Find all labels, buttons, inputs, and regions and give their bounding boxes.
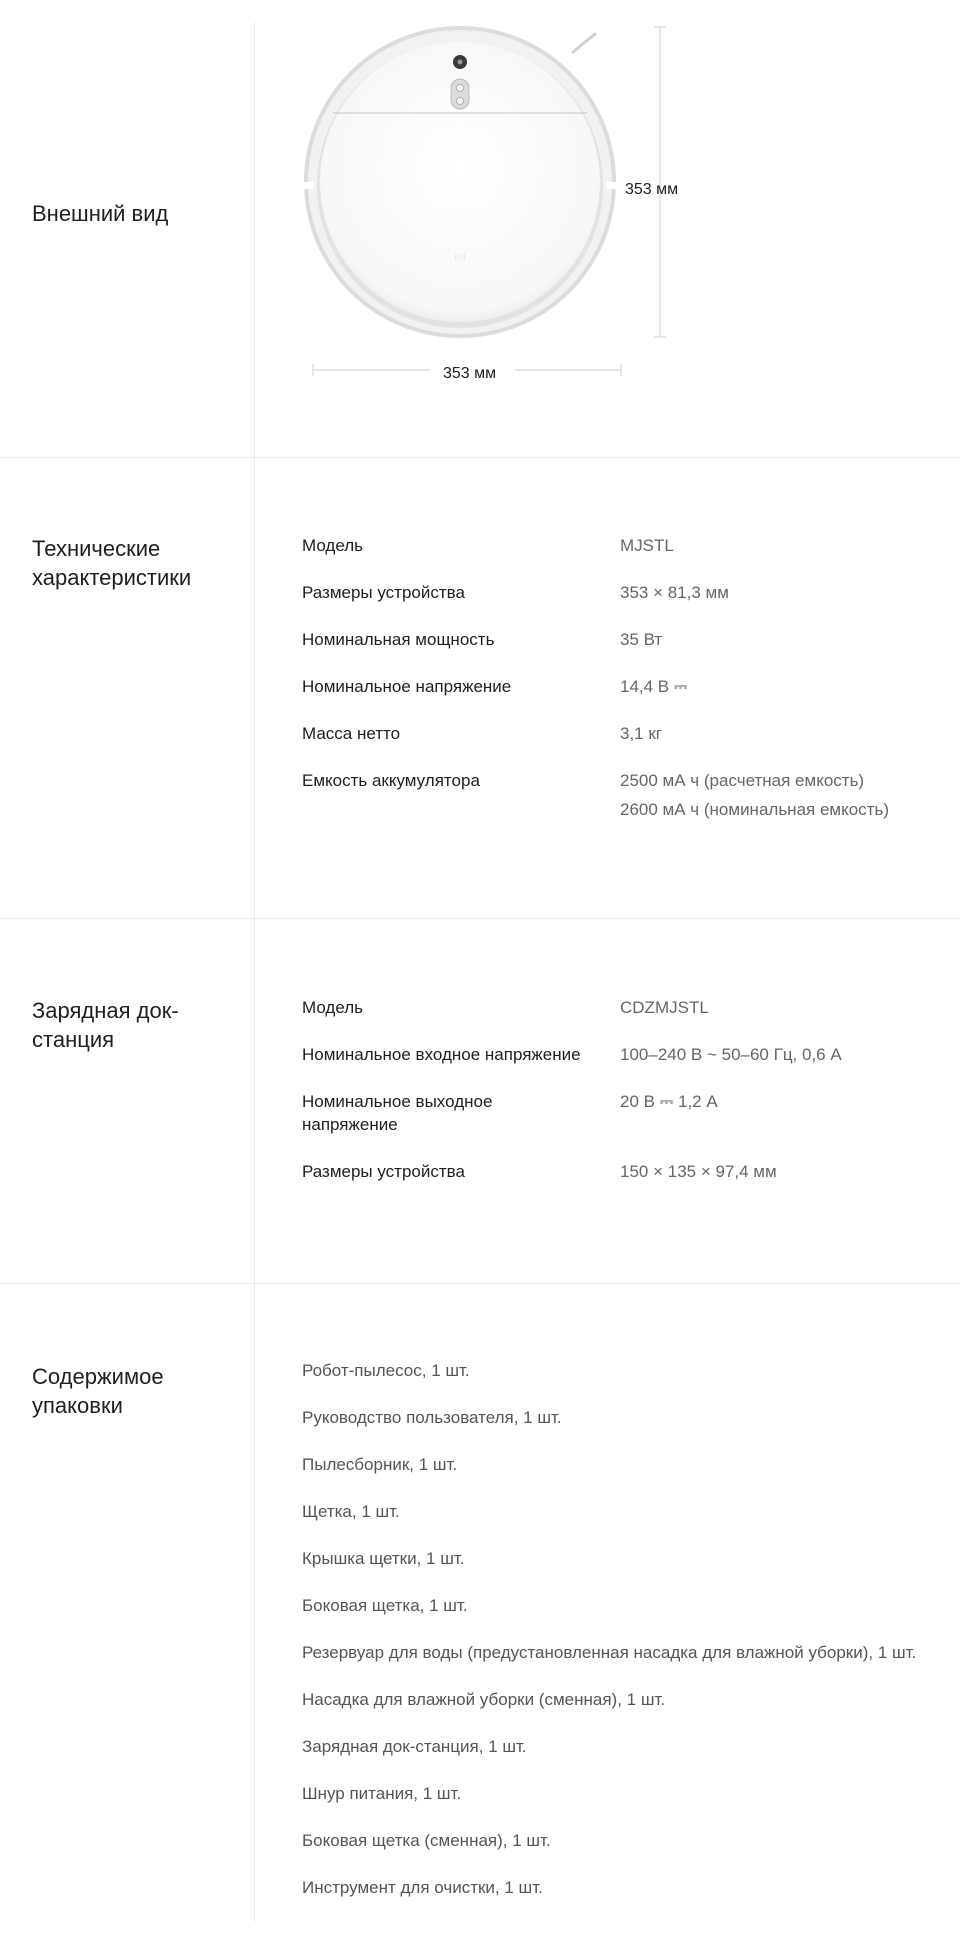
dimension-height: 353 мм — [625, 181, 679, 198]
section-title-line: Зарядная док- — [32, 998, 179, 1023]
list-item: Шнур питания, 1 шт. — [302, 1784, 462, 1803]
spec-label: Модель — [302, 998, 364, 1017]
section-divider — [0, 918, 960, 919]
spec-label: Масса нетто — [302, 724, 401, 743]
spec-label: Номинальная мощность — [302, 630, 495, 649]
list-item: Боковая щетка (сменная), 1 шт. — [302, 1831, 551, 1850]
section-title-line: упаковки — [32, 1393, 123, 1418]
spec-row-dock-dimensions — [302, 1160, 942, 1207]
list-item: Крышка щетки, 1 шт. — [302, 1549, 465, 1568]
specs-table — [302, 534, 942, 829]
spec-label: Размеры устройства — [302, 583, 465, 602]
spec-label: Емкость аккумулятора — [302, 771, 480, 790]
spec-label: Размеры устройства — [302, 1162, 465, 1181]
spec-label: Номинальное входное напряжение — [302, 1045, 581, 1064]
spec-value: 353 × 81,3 мм — [620, 583, 729, 602]
spec-value: 3,1 кг — [620, 724, 662, 743]
spec-row-dock-model — [302, 996, 942, 1043]
spec-value: CDZMJSTL — [620, 998, 709, 1017]
spec-row-model — [302, 534, 942, 581]
svg-text:mi: mi — [454, 251, 466, 263]
package-list — [302, 1359, 916, 1923]
spec-label: Модель — [302, 536, 364, 555]
spec-row-power — [302, 628, 942, 675]
list-item: Пылесборник, 1 шт. — [302, 1455, 458, 1474]
column-divider — [254, 22, 255, 1922]
dimension-width: 353 мм — [443, 365, 497, 382]
spec-value: 150 × 135 × 97,4 мм — [620, 1162, 777, 1181]
spec-value: 35 Вт — [620, 630, 663, 649]
section-title-line: станция — [32, 1027, 115, 1052]
section-divider — [0, 1283, 960, 1284]
spec-row-battery — [302, 769, 942, 829]
section-title-specs — [32, 534, 191, 592]
spec-label: Номинальное напряжение — [302, 677, 512, 696]
spec-label: Номинальное выходное напряжение — [302, 1092, 493, 1134]
list-item: Руководство пользователя, 1 шт. — [302, 1408, 562, 1427]
spec-value: MJSTL — [620, 536, 674, 555]
spec-row-voltage — [302, 675, 942, 722]
list-item: Робот-пылесос, 1 шт. — [302, 1361, 470, 1380]
list-item: Насадка для влажной уборки (сменная), 1 шт. — [302, 1690, 666, 1709]
section-title-dock — [32, 996, 179, 1054]
section-divider — [0, 457, 960, 458]
spec-value: 14,4 В ⎓ — [620, 677, 688, 696]
spec-row-weight — [302, 722, 942, 769]
list-item: Резервуар для воды (предустановленная насадка для влажной уборки), 1 шт. — [302, 1643, 917, 1662]
list-item: Щетка, 1 шт. — [302, 1502, 400, 1521]
section-title-appearance: Внешний вид — [32, 201, 169, 226]
section-title-line: Содержимое — [32, 1364, 164, 1389]
robot-vacuum-illustration — [295, 22, 675, 402]
section-title-line: Технические — [32, 536, 161, 561]
list-item: Инструмент для очистки, 1 шт. — [302, 1878, 543, 1897]
dock-table — [302, 996, 942, 1207]
spec-value: 2500 мА ч (расчетная емкость) 2600 мА ч (номинальная емкость) — [620, 771, 889, 819]
list-item: Боковая щетка, 1 шт. — [302, 1596, 468, 1615]
section-title-line: характеристики — [32, 565, 192, 590]
spec-value: 100–240 В ~ 50–60 Гц, 0,6 А — [620, 1045, 842, 1064]
section-title-package — [32, 1362, 164, 1420]
spec-row-dock-input — [302, 1043, 942, 1090]
spec-value: 20 В ⎓ 1,2 А — [620, 1092, 718, 1111]
list-item: Зарядная док-станция, 1 шт. — [302, 1737, 527, 1756]
spec-row-dock-output — [302, 1090, 942, 1160]
spec-row-dimensions — [302, 581, 942, 628]
